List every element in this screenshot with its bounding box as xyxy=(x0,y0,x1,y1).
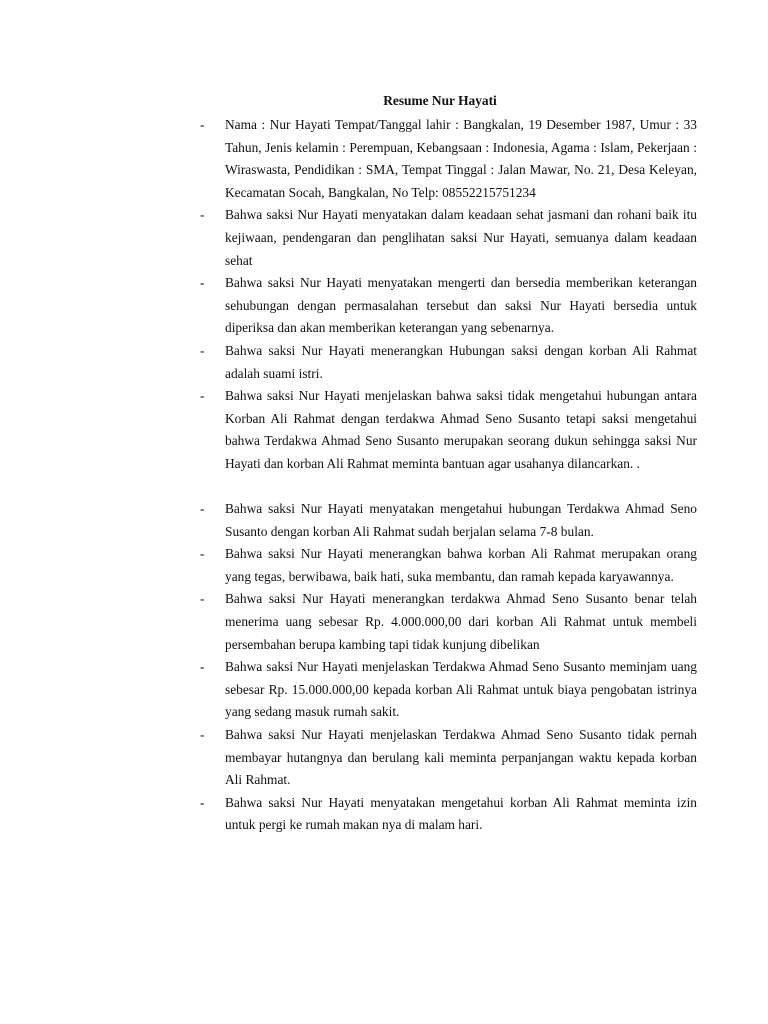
statement-item-money-goat xyxy=(200,588,697,656)
statement-item-dukun xyxy=(200,385,697,475)
bullet-dash: - xyxy=(200,207,205,223)
statement-text: Bahwa saksi Nur Hayati menerangkan terdakwa Ahmad Seno Susanto benar telah menerima uang sebesar Rp. 4.000.000,00 dari korban Ali Rahmat untuk membeli persembahan berupa kambing tapi tidak kunjung dibelikan xyxy=(225,591,697,652)
statement-list xyxy=(200,114,697,837)
statement-item-debt xyxy=(200,724,697,792)
bullet-dash: - xyxy=(200,342,205,358)
statement-text: Bahwa saksi Nur Hayati menyatakan mengerti dan bersedia memberikan keterangan sehubungan dengan permasalahan tersebut dan saksi Nur Hayati bersedia untuk diperiksa dan akan memberikan keterangan yang sebenarnya. xyxy=(225,275,697,336)
bullet-dash: - xyxy=(200,591,205,607)
document-title: Resume Nur Hayati xyxy=(383,93,497,108)
statement-item-personal-data xyxy=(200,114,697,204)
bullet-dash: - xyxy=(200,388,205,404)
statement-text: Bahwa saksi Nur Hayati menyatakan dalam keadaan sehat jasmani dan rohani baik itu kejiwaan, pendengaran dan penglihatan saksi Nur Hayati, semuanya dalam keadaan sehat xyxy=(225,207,697,268)
statement-item-relationship xyxy=(200,340,697,385)
statement-item-loan xyxy=(200,656,697,724)
bullet-dash: - xyxy=(200,546,205,562)
statement-item-willing xyxy=(200,272,697,340)
bullet-dash: - xyxy=(200,275,205,291)
bullet-dash: - xyxy=(200,794,205,810)
statement-item-health xyxy=(200,204,697,272)
statement-text: Bahwa saksi Nur Hayati menyatakan mengetahui hubungan Terdakwa Ahmad Seno Susanto dengan korban Ali Rahmat sudah berjalan selama 7-8 bulan. xyxy=(225,501,697,539)
bullet-dash: - xyxy=(200,117,205,132)
bullet-dash: - xyxy=(200,501,205,517)
statement-text: Bahwa saksi Nur Hayati menerangkan bahwa korban Ali Rahmat merupakan orang yang tegas, berwibawa, baik hati, suka membantu, dan ramah kepada karyawannya. xyxy=(225,546,697,584)
statement-text: Bahwa saksi Nur Hayati menerangkan Hubungan saksi dengan korban Ali Rahmat adalah suami istri. xyxy=(225,342,697,381)
statement-item-night xyxy=(200,792,697,837)
statement-text: Bahwa saksi Nur Hayati menjelaskan bahwa saksi tidak mengetahui hubungan antara Korban Ali Rahmat dengan terdakwa Ahmad Seno Susanto tetapi saksi mengetahui bahwa Terdakwa Ahmad Seno Susanto merupakan seorang dukun sehingga saksi Nur Hayati dan korban Ali Rahmat meminta bantuan agar usahanya dilancarkan. . xyxy=(225,388,697,471)
statement-item-duration xyxy=(200,498,697,543)
statement-text: Bahwa saksi Nur Hayati menjelaskan Terdakwa Ahmad Seno Susanto tidak pernah membayar hutangnya dan berulang kali meminta perpanjangan waktu kepada korban Ali Rahmat. xyxy=(225,727,697,788)
statement-item-character xyxy=(200,543,697,588)
bullet-dash: - xyxy=(200,727,205,743)
statement-text: Bahwa saksi Nur Hayati menyatakan mengetahui korban Ali Rahmat meminta izin untuk pergi ke rumah makan nya di malam hari. xyxy=(225,794,697,833)
statement-text: Bahwa saksi Nur Hayati menjelaskan Terdakwa Ahmad Seno Susanto meminjam uang sebesar Rp. 15.000.000,00 kepada korban Ali Rahmat untuk biaya pengobatan istrinya yang sedang masuk rumah sakit. xyxy=(225,659,697,720)
statement-text: Nama : Nur Hayati Tempat/Tanggal lahir : Bangkalan, 19 Desember 1987, Umur : 33 Tahun, Jenis kelamin : Perempuan, Kebangsaan : Indonesia, Agama : Islam, Pekerjaan : Wiraswasta, Pendidikan : SMA, Tempat Tinggal : Jalan Mawar, No. 21, Desa Keleyan, Kecamatan Socah, Bangkalan, No Telp: 08552215751234 xyxy=(225,117,697,200)
bullet-dash: - xyxy=(200,659,205,675)
